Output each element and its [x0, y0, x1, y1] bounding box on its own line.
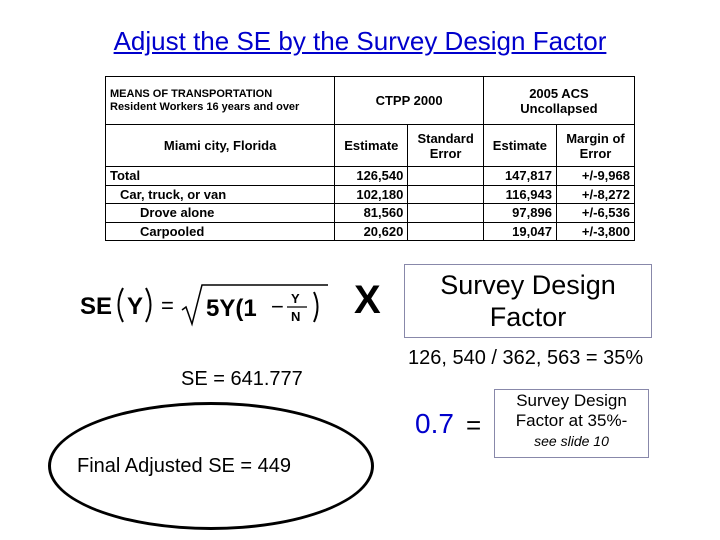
- header-geography: Miami city, Florida: [106, 125, 335, 167]
- moe-line1: Margin of: [566, 130, 625, 146]
- ctpp-estimate: 126,540: [335, 167, 408, 186]
- acs-estimate: 19,047: [483, 222, 556, 241]
- factor-value: 0.7: [415, 408, 454, 439]
- acs-estimate: 116,943: [483, 185, 556, 204]
- ratio-calculation: 126, 540 / 362, 563 = 35%: [408, 347, 644, 369]
- acs-margin: +/-8,272: [556, 185, 634, 204]
- formula-left-paren: [119, 288, 124, 322]
- multiply-sign: X: [354, 278, 381, 322]
- table-row: [106, 204, 635, 223]
- formula-close-paren: [314, 292, 318, 322]
- formula-se: SE: [80, 293, 113, 320]
- formula-equals: =: [161, 293, 174, 318]
- table-row: [106, 222, 635, 241]
- se-value: SE = 641.777: [181, 368, 303, 390]
- acs-estimate: 97,896: [483, 204, 556, 223]
- survey-box-line2: Factor: [489, 302, 567, 332]
- formula-denominator: N: [291, 309, 301, 324]
- survey-box-line1: Survey Design: [440, 270, 616, 300]
- header-topic-line1: MEANS OF TRANSPORTATION: [110, 87, 273, 100]
- formula-numerator: Y: [291, 291, 300, 306]
- ctpp-standard-error: [408, 167, 484, 186]
- ctpp-standard-error: [408, 204, 484, 223]
- note-line2: Factor at 35%-: [515, 411, 628, 430]
- acs-margin: +/-6,536: [556, 204, 634, 223]
- ctpp-estimate: 102,180: [335, 185, 408, 204]
- factor-note-box: [494, 389, 649, 458]
- survey-design-factor-box: [404, 264, 652, 338]
- note-line3: see slide 10: [534, 433, 609, 449]
- row-label: Car, truck, or van: [106, 185, 335, 204]
- moe-line2: Error: [579, 145, 612, 161]
- data-table: [105, 76, 635, 241]
- header-ctpp: CTPP 2000: [335, 77, 484, 125]
- acs-estimate: 147,817: [483, 167, 556, 186]
- acs-margin: +/-3,800: [556, 222, 634, 241]
- ctpp-standard-error: [408, 185, 484, 204]
- ctpp-standard-error: [408, 222, 484, 241]
- formula-y: Y: [127, 293, 144, 320]
- header-acs-line1: 2005 ACS: [529, 85, 589, 101]
- header-estimate-ctpp: Estimate: [335, 125, 408, 167]
- table-row: [106, 167, 635, 186]
- slide-title: Adjust the SE by the Survey Design Factor: [113, 26, 607, 56]
- formula-coefficient: 5Y(1: [206, 295, 257, 322]
- row-label: Total: [106, 167, 335, 186]
- se-formula: [78, 280, 338, 330]
- row-label: Drove alone: [106, 204, 335, 223]
- ctpp-estimate: 20,620: [335, 222, 408, 241]
- stderr-line1: Standard: [417, 130, 474, 146]
- equals-sign: =: [466, 410, 482, 440]
- header-standard-error: [408, 125, 484, 167]
- ctpp-estimate: 81,560: [335, 204, 408, 223]
- stderr-line2: Error: [429, 145, 462, 161]
- header-margin-of-error: [556, 125, 634, 167]
- header-estimate-acs: Estimate: [483, 125, 556, 167]
- row-label: Carpooled: [106, 222, 335, 241]
- header-acs-line2: Uncollapsed: [520, 100, 598, 116]
- header-acs: [483, 77, 634, 125]
- table-row: [106, 185, 635, 204]
- formula-minus: −: [271, 294, 284, 319]
- formula-right-paren: [146, 288, 151, 322]
- header-topic-line2: Resident Workers 16 years and over: [110, 100, 300, 113]
- note-line1: Survey Design: [516, 391, 627, 410]
- final-adjusted-se: Final Adjusted SE = 449: [77, 455, 292, 477]
- table-header-topic: [106, 77, 335, 125]
- acs-margin: +/-9,968: [556, 167, 634, 186]
